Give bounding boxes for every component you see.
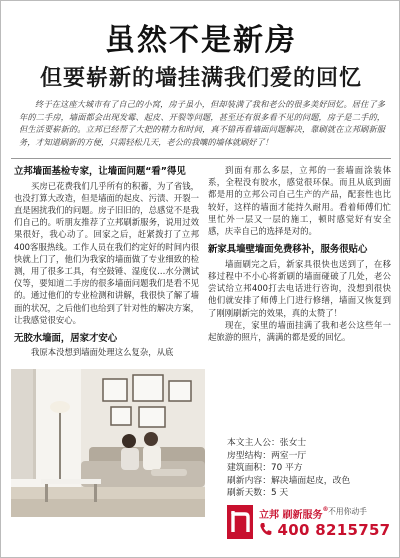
brand-name-text: 立邦 刷新服务: [259, 510, 323, 521]
article-right-column: [208, 164, 391, 343]
divider: [11, 158, 391, 159]
article-left-column: [14, 164, 199, 359]
paragraph-memories: 现在，家里的墙面挂满了我和老公这些年一起旅游的照片，满满的都是爱的回忆。: [208, 319, 391, 342]
paragraph-repair: 墙面刷完之后，新家具很快也送到了，在移移过程中不小心将新刷的墙面碰破了几处，老公尝试给立邦400打去电话进行咨询，没想到很快他们就安排了师傅上门进行修缮，墙面又恢复到了刚刚刷新完的效果，真的太赞了！: [208, 258, 391, 318]
info-days: 刷新天数：5 天: [227, 488, 289, 499]
headline-title: 虽然不是新房: [105, 23, 297, 58]
info-structure: 房型结构：两室一厅: [227, 450, 307, 461]
brand-name: [259, 506, 328, 521]
info-owner: 本文主人公：张女士: [227, 438, 307, 448]
phone-icon: [259, 521, 278, 539]
case-info: [227, 437, 392, 500]
section-heading-repair: 新家具墙壁墙面免费移补，服务很贴心: [208, 244, 368, 256]
section-heading-inspection: 立邦墙面基检专家，让墙面问题“看”得见: [14, 166, 186, 177]
nippon-logo-icon: [227, 505, 253, 539]
section-heading-no-glue: 无胶水墙面，居家才安心: [14, 332, 118, 344]
paragraph-no-glue: 我原本没想到墙面处理这么复杂，从底: [31, 347, 174, 358]
brand-block: [227, 502, 395, 550]
paragraph-inspection: 买房已花费我们几乎所有的积蓄，为了省钱，也没打算大改造，但是墙面的起皮、污渍、开裂一直是困扰我们的问题。房子旧旧的，总感觉不是我们自己的。听朋友推荐了立邦刷新服务，说用过效果很好，我心动了。回家之后，赶紧拨打了立邦400客服热线。工作人员在我们约定好的时间内很快就上门了，他们为我家的墙面做了专业细致的检测，用了很多工具，有空鼓锤、湿度仪…水分测试仪等，要知道二手房的很多墙面问题我们是看不见的。通过他们的专业检测和讲解，我很快了解了墙面的状况，之后他们也给到了针对性的解决方案，让我感觉很安心。: [14, 180, 199, 325]
info-content: 刷新内容：解决墙面起皮，改色: [227, 475, 351, 486]
phone-number: 400 8215757: [277, 521, 391, 539]
headline-subtitle: 但要崭新的墙挂满我们爱的回忆: [39, 66, 362, 91]
intro-paragraph: 终于在这座大城市有了自己的小窝，房子虽小，但却装满了我和老公的很多美好回忆。居住了多年的二手房，墙面都会出现发霉、起皮、开裂等问题，甚至还有很多看不见的问题，房子是二手的，但生活要崭新的。立邦已经帮了大把的精力和时间，真不错再看墙面问题解决，靠刷就在立邦刷新服务，才知道刷新的方便，只需轻松几天，老公的我嚷的墙体就刷好了！: [19, 99, 385, 147]
info-area: 建筑面积：70 平方: [227, 463, 303, 474]
brand-slogan: 不用你动手: [328, 507, 367, 516]
paragraph-system: 到面有那么多层，立邦的一套墙面涂装体系，全程没有胶水，感觉很环保。而且从底到面都是用的立邦公司自己生产的产品，配套性也比较好，这样的墙面才能持久耐用。看着师傅们忙里忙外一层又一层的施工，顿时感觉好有安全感，庆幸自己的选择是对的。: [208, 165, 391, 237]
living-room-photo: [11, 369, 205, 517]
trademark-mark: ®: [322, 506, 329, 513]
hotline[interactable]: [259, 521, 390, 539]
